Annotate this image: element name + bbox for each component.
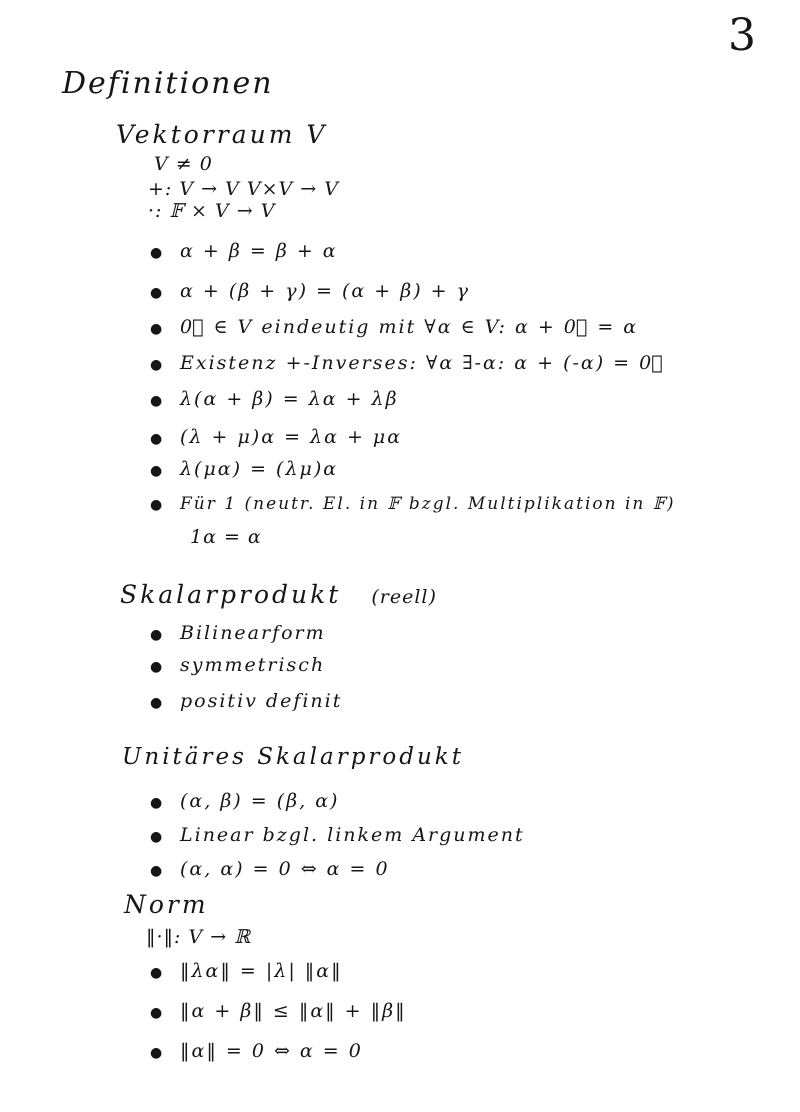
bullet-icon: ● — [150, 1005, 164, 1021]
norm-item: ● ‖λα‖ = |λ| ‖α‖ — [150, 960, 343, 982]
bullet-icon: ● — [150, 829, 164, 845]
scalar-product-item: ● positiv definit — [150, 690, 343, 712]
axiom-item: ● α + (β + γ) = (α + β) + γ — [150, 280, 470, 302]
norm-item: ● ‖α + β‖ ≤ ‖α‖ + ‖β‖ — [150, 1000, 407, 1022]
bullet-icon: ● — [150, 463, 164, 479]
axiom-item: ● α + β = β + α — [150, 240, 338, 262]
bullet-icon: ● — [150, 431, 164, 447]
bullet-icon: ● — [150, 1045, 164, 1061]
bullet-icon: ● — [150, 321, 164, 337]
bullet-icon: ● — [150, 245, 164, 261]
bullet-icon: ● — [150, 627, 164, 643]
vector-space-heading: Vektorraum V — [116, 120, 328, 149]
norm-definition: ‖·‖: V → ℝ — [146, 926, 251, 948]
bullet-icon: ● — [150, 285, 164, 301]
bullet-icon: ● — [150, 695, 164, 711]
scalar-product-note: (reell) — [371, 586, 437, 608]
scalar-product-item: ● symmetrisch — [150, 654, 326, 676]
vector-space-line: V ≠ 0 — [154, 153, 213, 175]
axiom-item: ● (λ + μ)α = λα + μα — [150, 426, 403, 448]
bullet-icon: ● — [150, 795, 164, 811]
norm-heading: Norm — [124, 890, 209, 919]
bullet-icon: ● — [150, 659, 164, 675]
vector-space-line: ·: 𝔽 × V → V — [148, 200, 276, 222]
page-number: 3 — [728, 10, 756, 61]
unitary-product-item: ● Linear bzgl. linkem Argument — [150, 824, 525, 846]
axiom-item: ● Existenz +-Inverses: ∀α ∃-α: α + (-α) = 0⃗ — [150, 352, 665, 374]
axiom-item: ● λ(α + β) = λα + λβ — [150, 388, 399, 410]
page-title: Definitionen — [62, 66, 274, 101]
bullet-icon: ● — [150, 863, 164, 879]
unitary-product-item: ● (α, β) = (β, α) — [150, 790, 340, 812]
unitary-product-heading: Unitäres Skalarprodukt — [122, 744, 464, 770]
bullet-icon: ● — [150, 965, 164, 981]
bullet-icon: ● — [150, 357, 164, 373]
bullet-icon: ● — [150, 393, 164, 409]
unitary-product-item: ● (α, α) = 0 ⇔ α = 0 — [150, 858, 390, 880]
axiom-item: ● λ(μα) = (λμ)α — [150, 458, 339, 480]
axiom-continuation: 1α = α — [190, 526, 262, 548]
vector-space-line: +: V → V V×V → V — [148, 178, 339, 200]
axiom-item: ● Für 1 (neutr. El. in 𝔽 bzgl. Multiplikation in 𝔽) — [150, 494, 676, 514]
bullet-icon: ● — [150, 497, 164, 513]
norm-item: ● ‖α‖ = 0 ⇔ α = 0 — [150, 1040, 363, 1062]
scalar-product-item: ● Bilinearform — [150, 622, 326, 644]
axiom-item: ● 0⃗ ∈ V eindeutig mit ∀α ∈ V: α + 0⃗ = α — [150, 316, 639, 338]
scalar-product-heading: Skalarprodukt (reell) — [120, 580, 437, 609]
